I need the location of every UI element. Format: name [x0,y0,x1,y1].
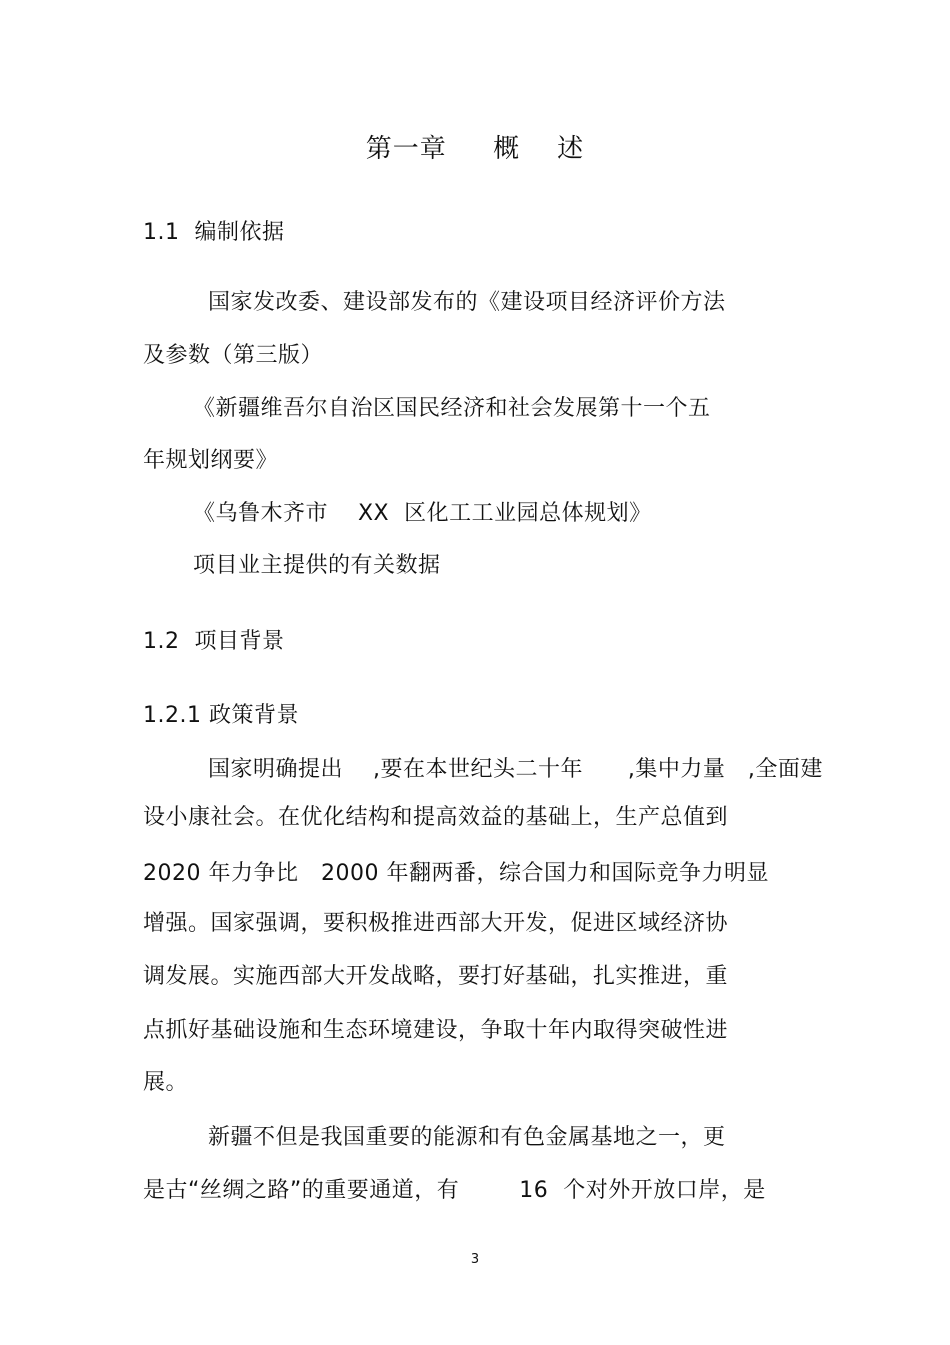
section-heading-1-2: 1.2 项目背景 [143,629,285,654]
basis-item-3: 《乌鲁木齐市 XX 区化工工业园总体规划》 [193,501,652,526]
paragraph-2-line: 是古“丝绸之路”的重要通道，有 16 个对外开放口岸，是 [143,1178,766,1203]
paragraph-1-line: 调发展。实施西部大开发战略，要打好基础，扎实推进，重 [143,964,729,989]
chapter-title: 第一章 概 述 [365,134,585,164]
basis-item-2-line-2: 年规划纲要》 [143,448,279,473]
paragraph-1-line: 增强。国家强调，要积极推进西部大开发，促进区域经济协 [143,911,729,936]
paragraph-1-line: 展。 [143,1070,189,1095]
paragraph-1-line: 设小康社会。在优化结构和提高效益的基础上，生产总值到 [143,805,729,830]
paragraph-2-line: 新疆不但是我国重要的能源和有色金属基地之一，更 [208,1125,726,1150]
paragraph-1-line: 2020 年力争比 2000 年翻两番，综合国力和国际竞争力明显 [143,861,769,886]
section-heading-1-1: 1.1 编制依据 [143,220,285,245]
section-heading-1-2-1: 1.2.1 政策背景 [143,703,299,728]
basis-item-1-line-2: 及参数（第三版） [143,343,324,368]
paragraph-1-line: 点抓好基础设施和生态环境建设，争取十年内取得突破性进 [143,1018,729,1043]
basis-item-1-line-1: 国家发改委、建设部发布的《建设项目经济评价方法 [208,290,726,315]
basis-item-2-line-1: 《新疆维吾尔自治区国民经济和社会发展第十一个五 [193,396,711,421]
paragraph-1-line: 国家明确提出 ,要在本世纪头二十年 ,集中力量 ,全面建 [208,757,823,782]
basis-item-4: 项目业主提供的有关数据 [193,553,441,578]
page-number: 3 [470,1252,480,1267]
